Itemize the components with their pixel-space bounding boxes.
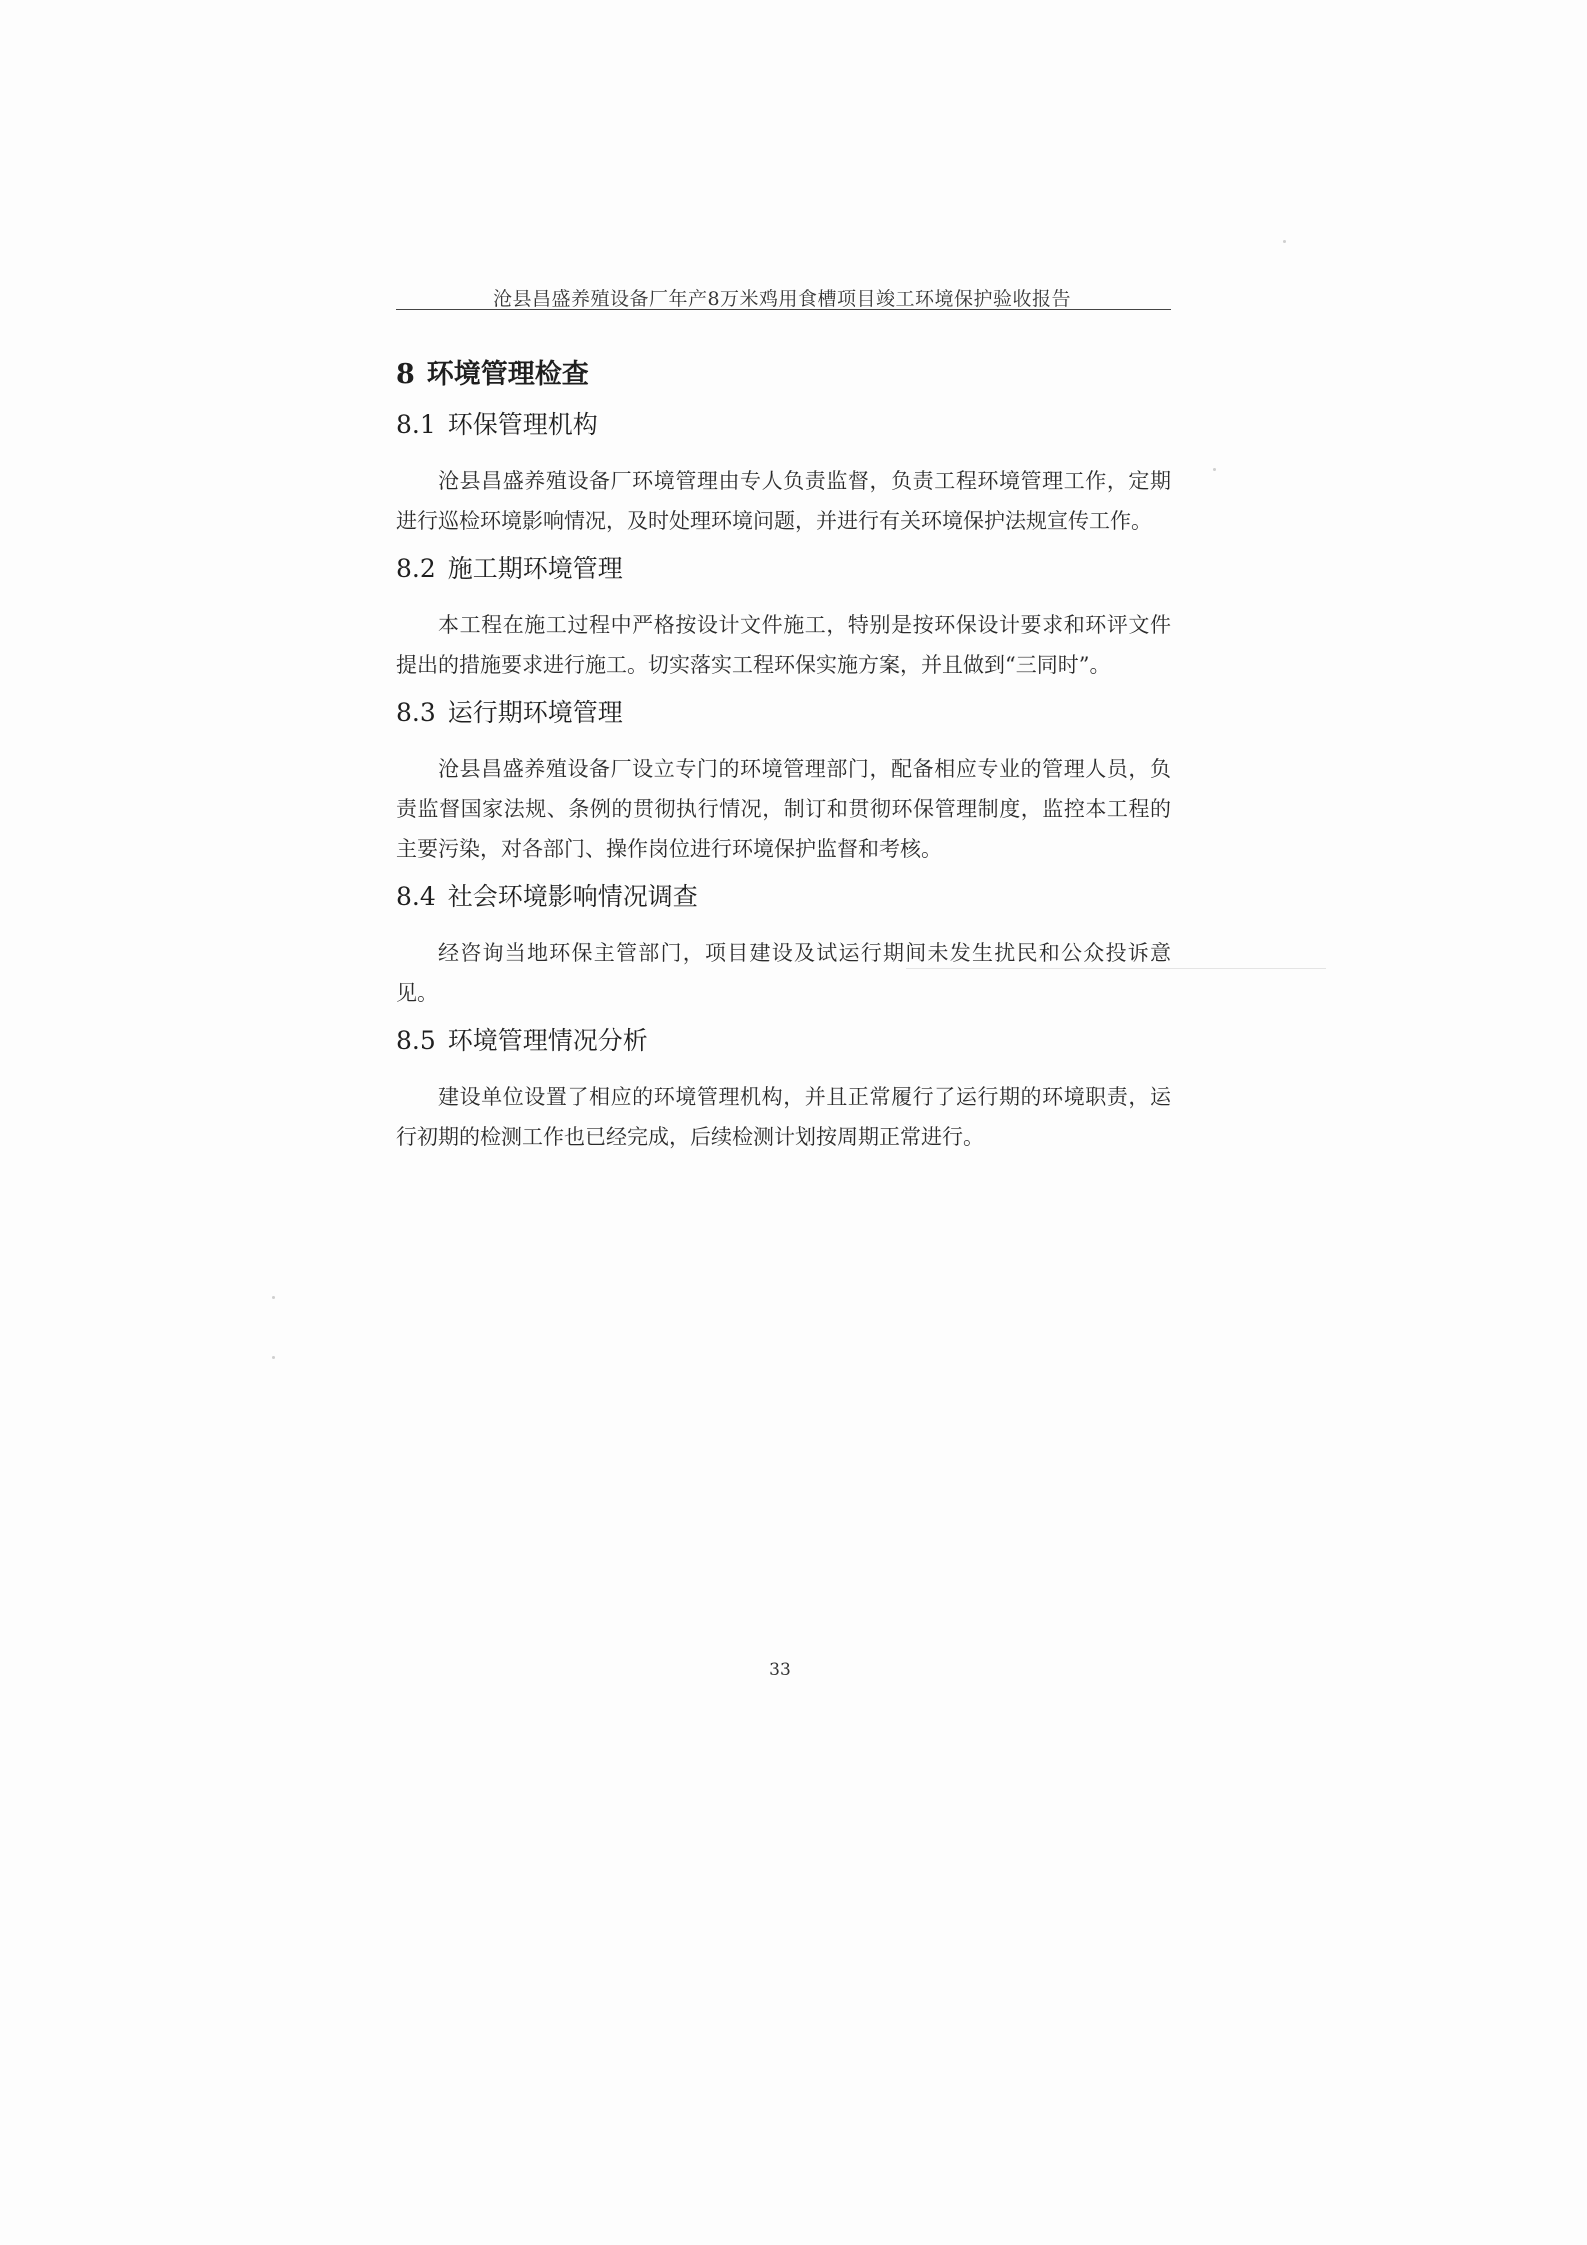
section-title: 环保管理机构: [447, 410, 598, 439]
section-title: 社会环境影响情况调查: [447, 882, 698, 911]
section-paragraph: 本工程在施工过程中严格按设计文件施工，特别是按环保设计要求和环评文件提出的措施要求进行施工。切实落实工程环保实施方案，并且做到“三同时”。: [396, 613, 1171, 677]
section-number: 8.2: [396, 554, 436, 583]
section-paragraph: 经咨询当地环保主管部门，项目建设及试运行期间未发生扰民和公众投诉意见。: [396, 941, 1171, 1005]
section-paragraph: 沧县昌盛养殖设备厂环境管理由专人负责监督，负责工程环境管理工作，定期进行巡检环境影响情况，及时处理环境问题，并进行有关环境保护法规宣传工作。: [396, 469, 1171, 533]
section-number: 8.4: [396, 882, 436, 911]
section-8-4: [396, 871, 1171, 1013]
scan-speck: [1283, 240, 1286, 243]
chapter-heading: [396, 351, 1171, 399]
section-paragraph: 建设单位设置了相应的环境管理机构，并且正常履行了运行期的环境职责，运行初期的检测工作也已经完成，后续检测计划按周期正常进行。: [396, 1085, 1171, 1149]
chapter-number: 8: [396, 359, 415, 390]
section-heading: [396, 687, 1171, 739]
section-heading: [396, 399, 1171, 451]
page-number: 33: [769, 1660, 791, 1680]
section-title: 运行期环境管理: [447, 698, 623, 727]
document-body: [396, 340, 1171, 1159]
section-paragraph: 沧县昌盛养殖设备厂设立专门的环境管理部门，配备相应专业的管理人员，负责监督国家法规、条例的贯彻执行情况，制订和贯彻环保管理制度，监控本工程的主要污染，对各部门、操作岗位进行环境保护监督和考核。: [396, 757, 1171, 861]
section-8-2: [396, 543, 1171, 685]
header-rule: [396, 309, 1171, 310]
scan-speck: [272, 1296, 275, 1299]
section-number: 8.3: [396, 698, 436, 727]
section-number: 8.1: [396, 410, 436, 439]
scan-artifact-line: [906, 968, 1326, 969]
section-8-3: [396, 687, 1171, 869]
chapter-title: 环境管理检查: [426, 359, 589, 390]
section-8-5: [396, 1015, 1171, 1157]
scan-speck: [272, 1356, 275, 1359]
section-8-1: [396, 399, 1171, 541]
section-title: 环境管理情况分析: [447, 1026, 648, 1055]
section-title: 施工期环境管理: [447, 554, 623, 583]
section-heading: [396, 1015, 1171, 1067]
section-heading: [396, 871, 1171, 923]
section-heading: [396, 543, 1171, 595]
scan-speck: [1213, 468, 1216, 471]
section-number: 8.5: [396, 1026, 436, 1055]
running-header: 沧县昌盛养殖设备厂年产8万米鸡用食槽项目竣工环境保护验收报告: [492, 288, 1072, 310]
